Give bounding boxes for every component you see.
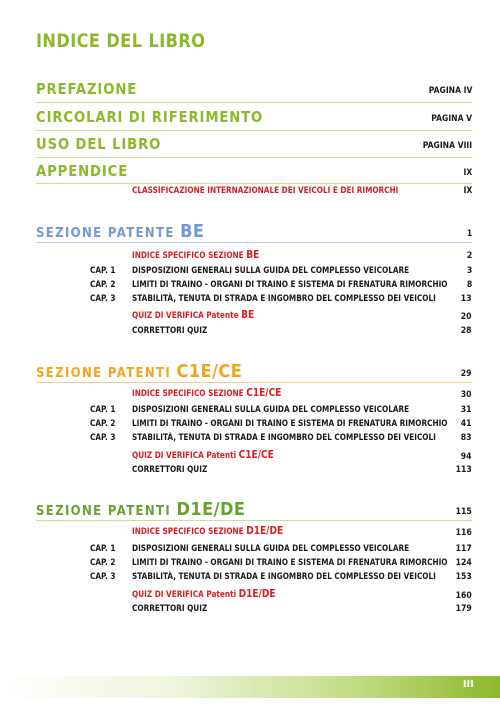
chapter-number: CAP. 1 <box>90 266 116 276</box>
chapter-page: 153 <box>455 572 472 582</box>
toc-entry-appendice: APPENDICE <box>36 162 129 180</box>
section-page-c1e-ce: 29 <box>461 369 472 379</box>
chapter-title: LIMITI DI TRAINO - ORGANI DI TRAINO E SISTEMA DI FRENATURA RIMORCHIO <box>132 558 448 568</box>
correttori-entry-be: CORRETTORI QUIZ <box>132 326 208 336</box>
chapter-page: 117 <box>455 544 472 554</box>
page-title: INDICE DEL LIBRO <box>36 30 206 52</box>
page-number: III <box>462 679 474 690</box>
index-specific-be: INDICE SPECIFICO SEZIONE BE <box>132 249 260 261</box>
divider <box>36 130 472 131</box>
quiz-page-be: 20 <box>461 312 472 322</box>
correttori-page-d1e-de: 179 <box>455 604 472 614</box>
toc-page-circolari: PAGINA V <box>431 114 472 124</box>
section-heading-d1e-de: SEZIONE PATENTI D1E/DE <box>36 499 246 520</box>
footer-bar <box>0 676 500 698</box>
index-specific-page-be: 2 <box>466 251 472 261</box>
divider <box>36 157 472 158</box>
quiz-page-d1e-de: 160 <box>455 591 472 601</box>
chapter-number: CAP. 3 <box>90 572 116 582</box>
chapter-page: 31 <box>461 405 472 415</box>
chapter-number: CAP. 1 <box>90 405 116 415</box>
divider <box>36 183 472 184</box>
chapter-title: STABILITÀ, TENUTA DI STRADA E INGOMBRO DEL COMPLESSO DEI VEICOLI <box>132 433 436 443</box>
toc-page-appendice: IX <box>463 168 472 178</box>
chapter-title: DISPOSIZIONI GENERALI SULLA GUIDA DEL COMPLESSO VEICOLARE <box>132 405 410 415</box>
section-page-be: 1 <box>466 229 472 239</box>
toc-entry-classificazione: CLASSIFICAZIONE INTERNAZIONALE DEI VEICOLI E DEI RIMORCHI <box>132 186 399 196</box>
index-specific-c1e-ce: INDICE SPECIFICO SEZIONE C1E/CE <box>132 387 282 399</box>
correttori-page-c1e-ce: 113 <box>455 465 472 475</box>
divider <box>36 382 472 383</box>
quiz-page-c1e-ce: 94 <box>461 452 472 462</box>
chapter-title: STABILITÀ, TENUTA DI STRADA E INGOMBRO DEL COMPLESSO DEI VEICOLI <box>132 572 436 582</box>
chapter-number: CAP. 2 <box>90 419 116 429</box>
toc-page-prefazione: PAGINA IV <box>428 86 472 96</box>
section-page-d1e-de: 115 <box>455 507 472 517</box>
chapter-page: 8 <box>466 280 472 290</box>
toc-entry-uso-del-libro: USO DEL LIBRO <box>36 135 162 153</box>
index-specific-page-c1e-ce: 30 <box>461 390 472 400</box>
section-heading-c1e-ce: SEZIONE PATENTI C1E/CE <box>36 361 243 382</box>
chapter-title: LIMITI DI TRAINO - ORGANI DI TRAINO E SISTEMA DI FRENATURA RIMORCHIO <box>132 280 448 290</box>
chapter-title: STABILITÀ, TENUTA DI STRADA E INGOMBRO DEL COMPLESSO DEI VEICOLI <box>132 294 436 304</box>
section-heading-be: SEZIONE PATENTE BE <box>36 221 205 242</box>
divider <box>36 520 472 521</box>
chapter-number: CAP. 3 <box>90 433 116 443</box>
correttori-page-be: 28 <box>461 326 472 336</box>
chapter-page: 124 <box>455 558 472 568</box>
chapter-title: LIMITI DI TRAINO - ORGANI DI TRAINO E SISTEMA DI FRENATURA RIMORCHIO <box>132 419 448 429</box>
chapter-number: CAP. 1 <box>90 544 116 554</box>
chapter-number: CAP. 2 <box>90 280 116 290</box>
chapter-number: CAP. 2 <box>90 558 116 568</box>
chapter-title: DISPOSIZIONI GENERALI SULLA GUIDA DEL COMPLESSO VEICOLARE <box>132 544 410 554</box>
index-specific-page-d1e-de: 116 <box>455 528 472 538</box>
chapter-number: CAP. 3 <box>90 294 116 304</box>
toc-page-uso-del-libro: PAGINA VIII <box>422 141 472 151</box>
chapter-page: 41 <box>461 419 472 429</box>
toc-entry-prefazione: PREFAZIONE <box>36 80 138 98</box>
correttori-entry-c1e-ce: CORRETTORI QUIZ <box>132 465 208 475</box>
correttori-entry-d1e-de: CORRETTORI QUIZ <box>132 604 208 614</box>
quiz-entry-d1e-de: QUIZ DI VERIFICA Patenti D1E/DE <box>132 588 276 600</box>
quiz-entry-c1e-ce: QUIZ DI VERIFICA Patenti C1E/CE <box>132 449 274 461</box>
quiz-entry-be: QUIZ DI VERIFICA Patente BE <box>132 309 255 321</box>
chapter-page: 3 <box>466 266 472 276</box>
index-specific-d1e-de: INDICE SPECIFICO SEZIONE D1E/DE <box>132 525 284 537</box>
toc-entry-circolari: CIRCOLARI DI RIFERIMENTO <box>36 108 264 126</box>
chapter-page: 13 <box>461 294 472 304</box>
divider <box>36 102 472 103</box>
chapter-title: DISPOSIZIONI GENERALI SULLA GUIDA DEL COMPLESSO VEICOLARE <box>132 266 410 276</box>
toc-page-classificazione: IX <box>463 186 472 196</box>
divider <box>36 242 472 243</box>
chapter-page: 83 <box>461 433 472 443</box>
